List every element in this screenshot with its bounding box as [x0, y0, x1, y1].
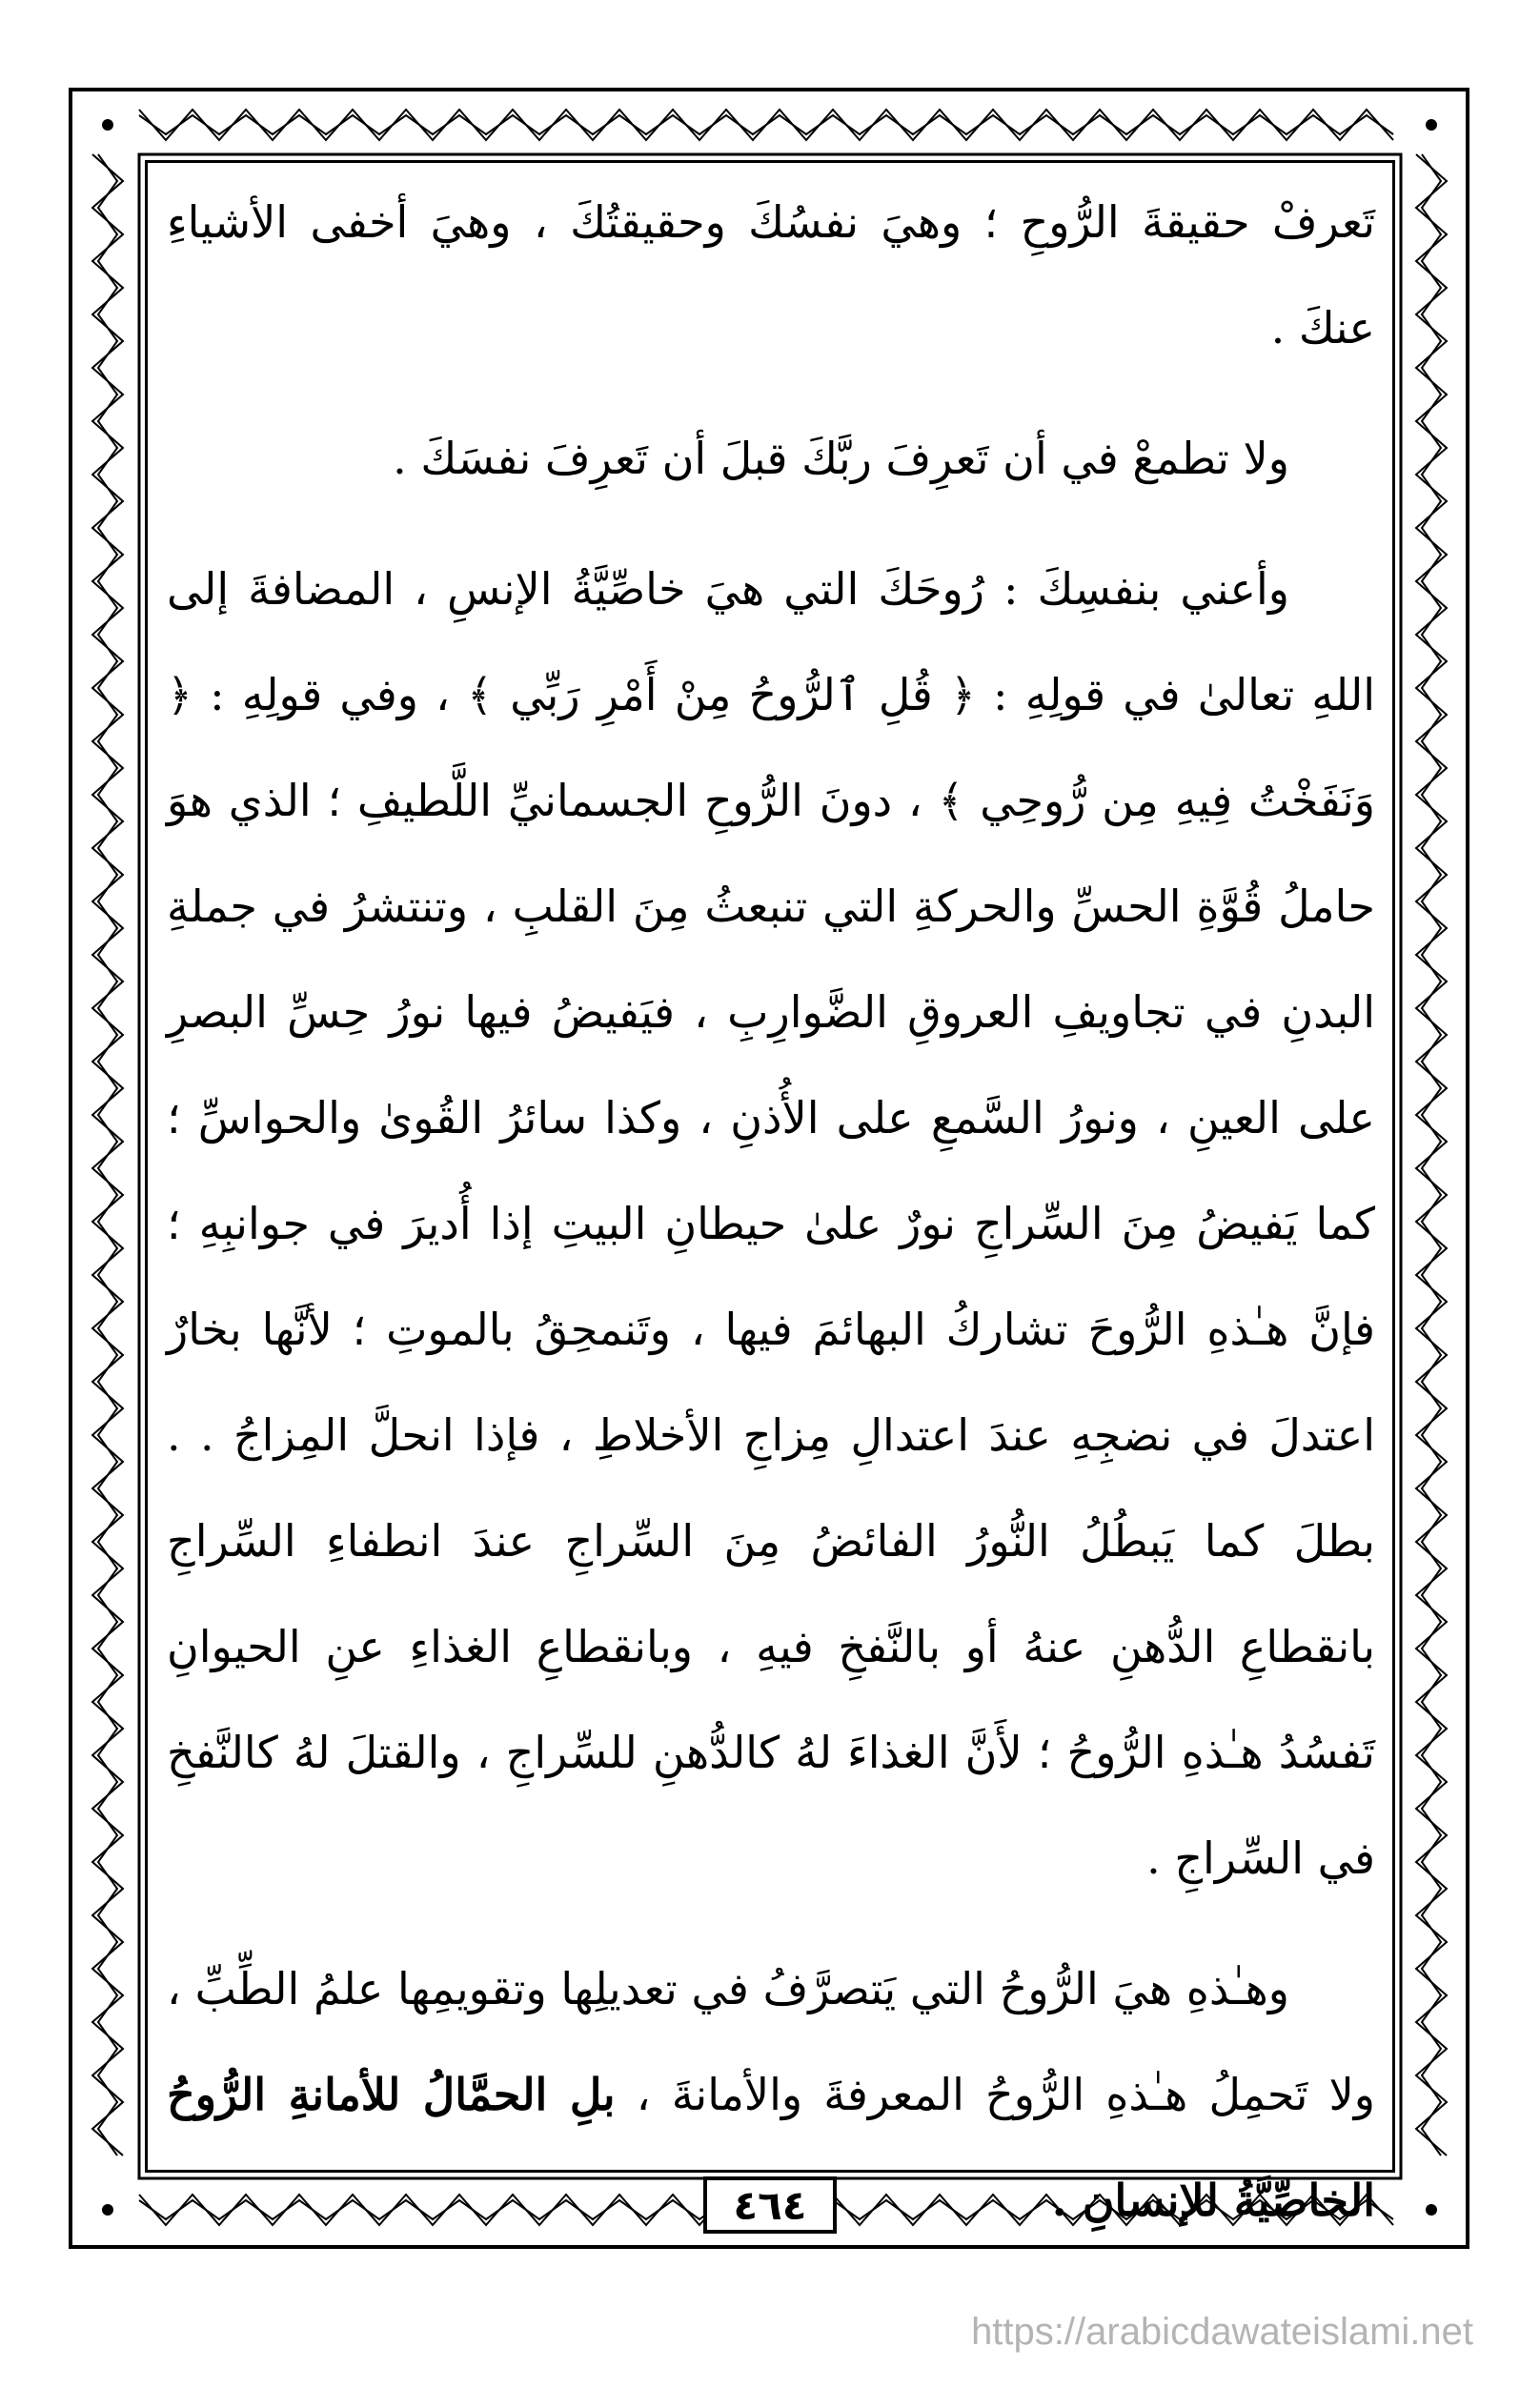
paragraph-text: وهـٰذهِ هيَ الرُّوحُ التي يَتصرَّفُ في تعديلِها وتقويمِها علمُ الطِّبِّ ، ولا تَحمِلُ هـٰذهِ الرُّوحُ المعرفةَ والأمانةَ ، — [167, 1963, 1376, 2120]
body-text — [167, 170, 1375, 2278]
paragraph: تَعرفْ حقيقةَ الرُّوحِ ؛ وهيَ نفسُكَ وحقيقتُكَ ، وهيَ أخفى الأشياءِ عنكَ . — [167, 196, 1375, 354]
paragraph: ولا تطمعْ في أن تَعرِفَ ربَّكَ قبلَ أن تَعرِفَ نفسَكَ . — [393, 433, 1289, 484]
bold-text: بلِ الحمَّالُ للأمانةِ الرُّوحُ الخاصِّيَّةُ للإنسانِ . — [167, 2069, 1375, 2226]
watermark-url: https://arabicdawateislami.net — [971, 2311, 1473, 2353]
paragraph: وأعني بنفسِكَ : رُوحَكَ التي هيَ خاصِّيَّةُ الإنسِ ، المضافةَ إلى اللهِ تعالىٰ في قولِهِ : ﴿ قُلِ ٱلرُّوحُ مِنْ أَمْرِ رَبِّي ﴾ ، وفي قولِهِ : ﴿ وَنَفَخْتُ فِيهِ مِن رُّوحِي ﴾ ، دونَ الرُّوحِ الجسمانيِّ اللَّطيفِ ؛ الذي هوَ حاملُ قُوَّةِ الحسِّ والحركةِ التي تنبعثُ مِنَ القلبِ ، وتنتشرُ في جملةِ البدنِ في تجاويفِ العروقِ الضَّوارِبِ ، فيَفيضُ فيها نورُ حِسِّ البصرِ على العينِ ، ونورُ السَّمعِ على الأُذنِ ، وكذا سائرُ القُوىٰ والحواسِّ ؛ كما يَفيضُ مِنَ السِّراجِ نورٌ علىٰ حيطانِ البيتِ إذا أُديرَ في جوانبِهِ ؛ فإنَّ هـٰذهِ الرُّوحَ تشاركُ البهائمَ فيها ، وتَنمحِقُ بالموتِ ؛ لأنَّها بخارٌ اعتدلَ في نضجِهِ عندَ اعتدالِ مِزاجِ الأخلاطِ ، فإذا انحلَّ المِزاجُ . . بطلَ كما يَبطُلُ النُّورُ الفائضُ مِنَ السِّراجِ عندَ انطفاءِ السِّراجِ بانقطاعِ الدُّهنِ عنهُ أو بالنَّفخِ فيهِ ، وبانقطاعِ الغذاءِ عنِ الحيوانِ تَفسُدُ هـٰذهِ الرُّوحُ ؛ لأَنَّ الغذاءَ لهُ كالدُّهنِ للسِّراجِ ، والقتلَ لهُ كالنَّفخِ في السِّراجِ . — [167, 563, 1375, 1884]
page-number: ٤٦٤ — [703, 2176, 837, 2234]
